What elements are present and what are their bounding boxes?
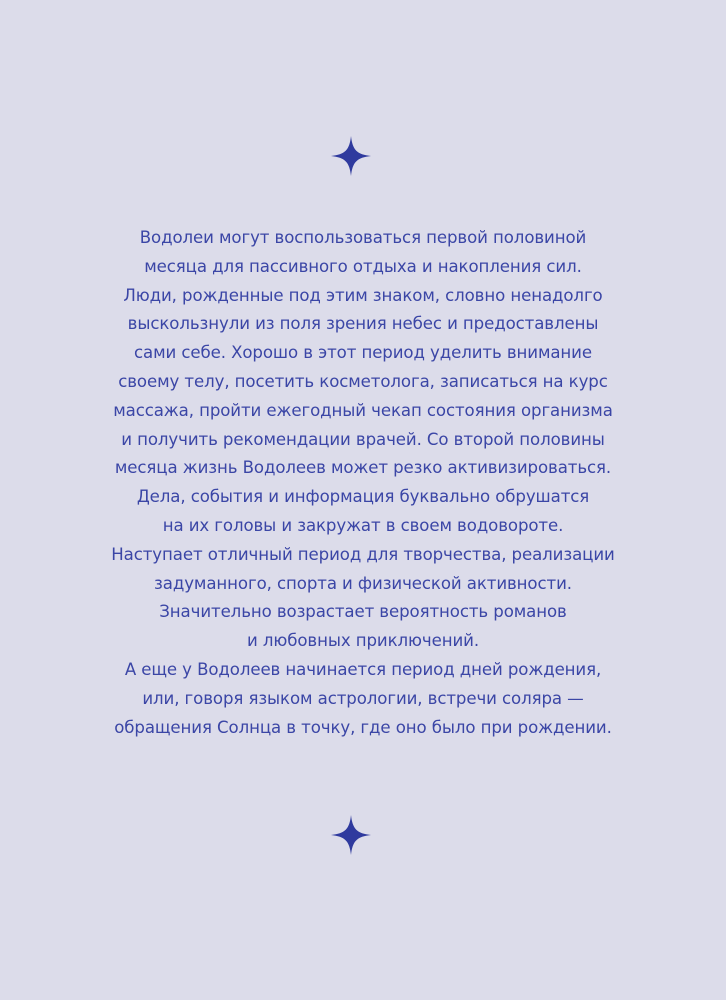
body-text	[40, 224, 686, 742]
text-line: сами себе. Хорошо в этот период уделить внимание	[134, 343, 592, 363]
text-line: и любовных приключений.	[246, 631, 479, 651]
text-line: месяца жизнь Водолеев может резко активизироваться.	[114, 458, 612, 478]
text-line: Дела, события и информация буквально обрушатся	[136, 487, 590, 507]
text-line: и получить рекомендации врачей. Со второй половины	[121, 429, 605, 449]
text-line: Водолеи могут воспользоваться первой половиной	[139, 228, 587, 247]
text-line: Значительно возрастает вероятность романов	[159, 602, 567, 622]
text-line: выскользнули из поля зрения небес и предоставлены	[127, 314, 599, 334]
text-line: своему телу, посетить косметолога, записаться на курс	[118, 371, 608, 391]
text-line: задуманного, спорта и физической активности.	[154, 573, 572, 593]
text-line: месяца для пассивного отдыха и накопления сил.	[144, 256, 582, 276]
text-line: Наступает отличный период для творчества, реализации	[111, 544, 615, 564]
text-line: обращения Солнца в точку, где оно было при рождении.	[114, 717, 612, 737]
text-line: А еще у Водолеев начинается период дней рождения,	[124, 659, 602, 679]
four-point-star-icon	[331, 815, 371, 855]
text-line: на их головы и закружат в своем водовороте.	[162, 515, 564, 535]
text-line: или, говоря языком астрологии, встречи соляра —	[142, 688, 584, 708]
four-point-star-icon	[331, 136, 371, 176]
text-line: Люди, рожденные под этим знаком, словно ненадолго	[123, 285, 603, 305]
text-line: массажа, пройти ежегодный чекап состояния организма	[113, 400, 613, 420]
